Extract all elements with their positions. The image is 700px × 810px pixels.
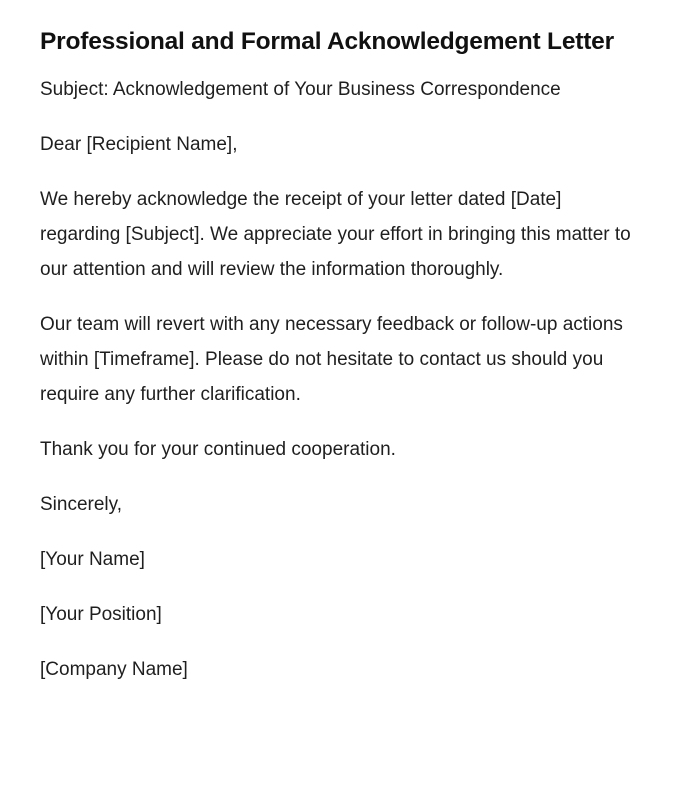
letter-closing: Sincerely, xyxy=(40,494,123,515)
letter-subject: Subject: Acknowledgement of Your Business Correspondence xyxy=(40,79,561,100)
letter-thanks: Thank you for your continued cooperation. xyxy=(40,439,396,460)
sender-name: [Your Name] xyxy=(40,549,145,570)
letter-body-paragraph-1: We hereby acknowledge the receipt of your letter dated [Date] regarding [Subject]. We appreciate your effort in bringing this matter to our attention and will review the information thoroughly. xyxy=(40,189,631,280)
sender-position: [Your Position] xyxy=(40,604,162,625)
letter-body-paragraph-2: Our team will revert with any necessary feedback or follow-up actions within [Timeframe]. Please do not hesitate to contact us should you require any further clarification. xyxy=(40,314,623,405)
letter-title: Professional and Formal Acknowledgement Letter xyxy=(40,28,614,55)
company-name: [Company Name] xyxy=(40,659,188,680)
letter-salutation: Dear [Recipient Name], xyxy=(40,134,238,155)
letter-document xyxy=(40,20,640,707)
